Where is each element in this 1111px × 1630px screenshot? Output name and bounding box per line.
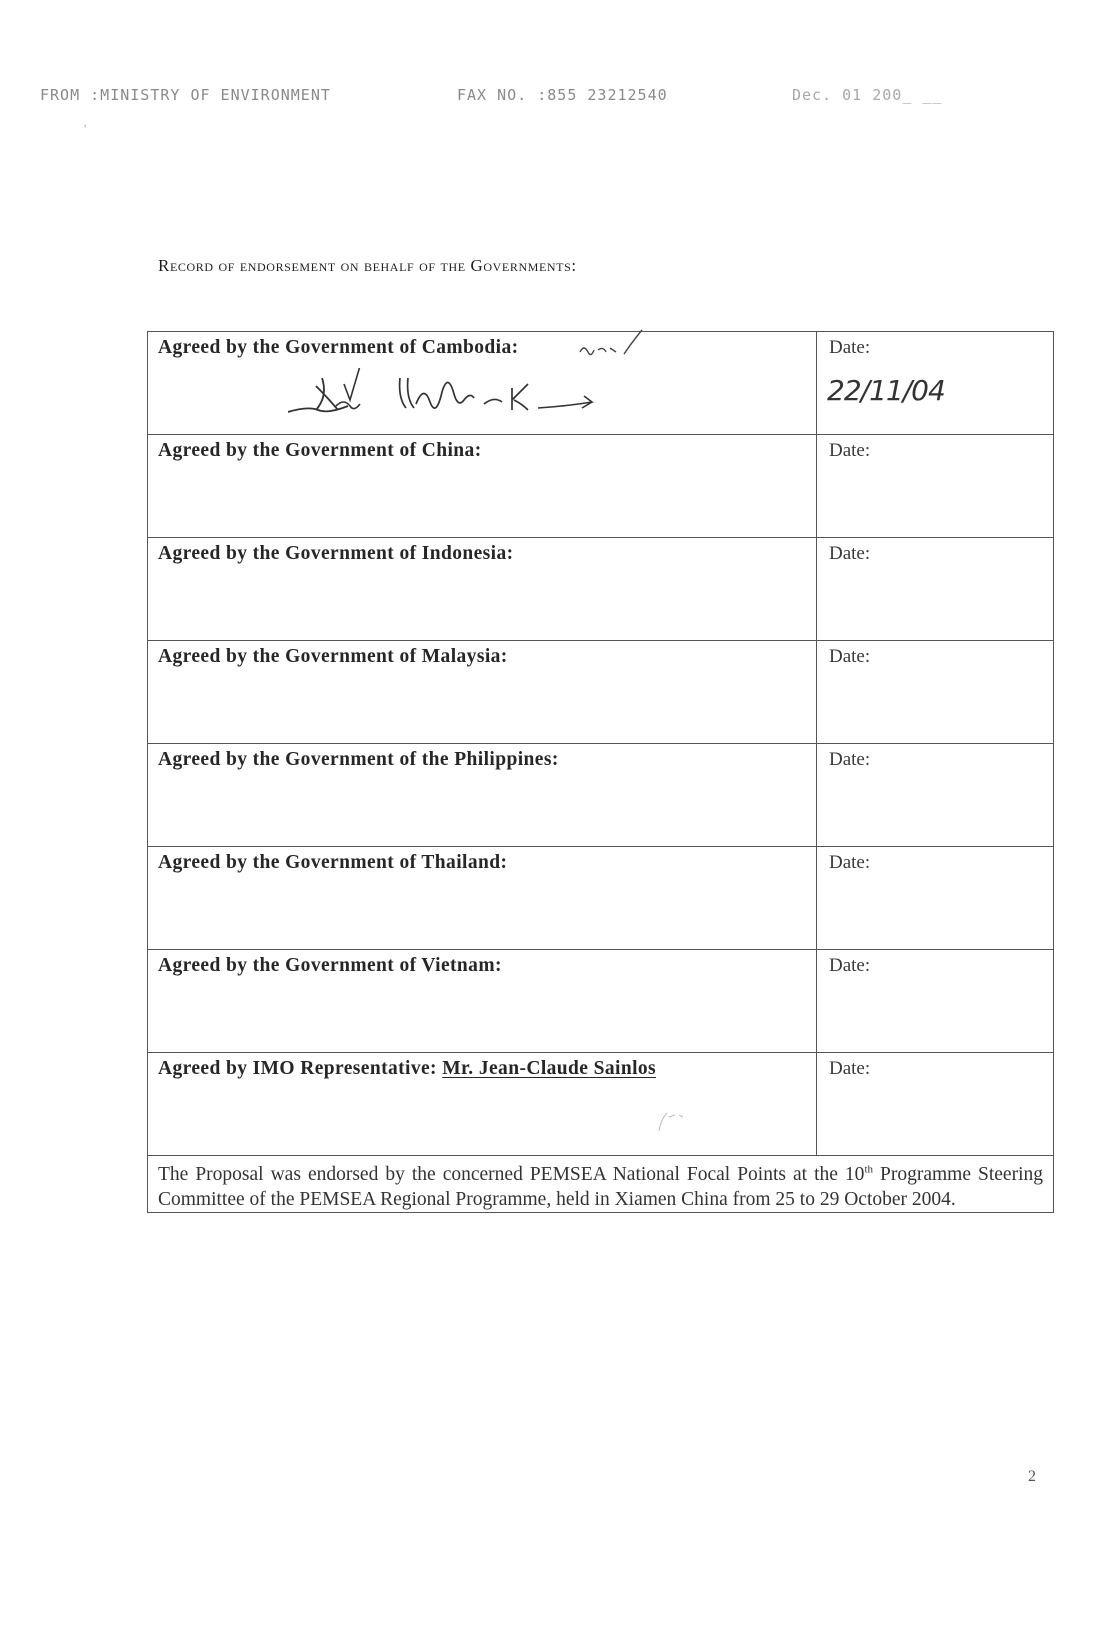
agree-cell (148, 435, 817, 538)
endorsement-row (148, 538, 1054, 641)
page-number: 2 (1028, 1468, 1036, 1485)
date-cell (817, 538, 1054, 641)
agree-label: Agreed by the Government of Thailand: (158, 852, 508, 873)
date-label: Date: (829, 337, 871, 358)
endorsement-row (148, 950, 1054, 1053)
signature (288, 368, 598, 428)
date-label: Date: (829, 440, 871, 461)
date-cell (817, 641, 1054, 744)
endorsement-row (148, 332, 1054, 435)
date-cell (817, 1053, 1054, 1156)
record-title: Record of endorsement on behalf of the Governments: (158, 256, 577, 275)
agree-label (148, 1053, 816, 1080)
date-label: Date: (829, 1058, 871, 1079)
agree-label: Agreed by the Government of Malaysia: (158, 646, 508, 667)
scan-speck: , (84, 118, 87, 129)
agree-label: Agreed by the Government of the Philippines: (158, 749, 559, 770)
date-cell (817, 744, 1054, 847)
agree-cell (148, 847, 817, 950)
imo-representative-name: Mr. Jean-Claude Sainlos (442, 1058, 657, 1079)
date-cell (817, 435, 1054, 538)
agree-cell (148, 1053, 817, 1156)
date-cell (817, 332, 1054, 435)
note-row (148, 1156, 1054, 1213)
endorsement-table (147, 331, 1054, 1213)
endorsement-row (148, 744, 1054, 847)
endorsement-note (148, 1156, 1054, 1213)
fax-header (40, 86, 1000, 108)
date-label: Date: (829, 955, 871, 976)
date-label: Date: (829, 646, 871, 667)
agree-cell (148, 744, 817, 847)
agree-label: Agreed by the Government of China: (158, 440, 482, 461)
fax-date: Dec. 01 200_ __ (792, 86, 943, 104)
note-superscript: th (864, 1163, 873, 1176)
date-cell (817, 847, 1054, 950)
note-text-end: Programme Steering Committee of the PEMSEA Regional Programme, held in Xiamen China from 25 to 29 October 2004. (158, 1164, 1043, 1210)
agree-label: Agreed by the Government of Cambodia: (158, 337, 519, 358)
endorsement-row-imo (148, 1053, 1054, 1156)
note-text-start: The Proposal was endorsed by the concerned PEMSEA National Focal Points at the 10 (158, 1164, 865, 1185)
initials-mark (574, 324, 654, 364)
handwritten-date: 22/11/04 (827, 374, 945, 407)
agree-cell (148, 641, 817, 744)
faint-pen-mark (653, 1105, 693, 1135)
agree-label: Agreed by the Government of Vietnam: (158, 955, 502, 976)
imo-label-prefix: Agreed by IMO Representative: (158, 1058, 443, 1079)
fax-from: FROM :MINISTRY OF ENVIRONMENT (40, 86, 331, 104)
agree-label: Agreed by the Government of Indonesia: (158, 543, 514, 564)
date-label: Date: (829, 749, 871, 770)
agree-cell (148, 950, 817, 1053)
agree-cell (148, 538, 817, 641)
endorsement-row (148, 847, 1054, 950)
endorsement-row (148, 641, 1054, 744)
endorsement-row (148, 435, 1054, 538)
fax-number: FAX NO. :855 23212540 (457, 86, 668, 104)
date-label: Date: (829, 543, 871, 564)
agree-cell (148, 332, 817, 435)
date-cell (817, 950, 1054, 1053)
date-label: Date: (829, 852, 871, 873)
